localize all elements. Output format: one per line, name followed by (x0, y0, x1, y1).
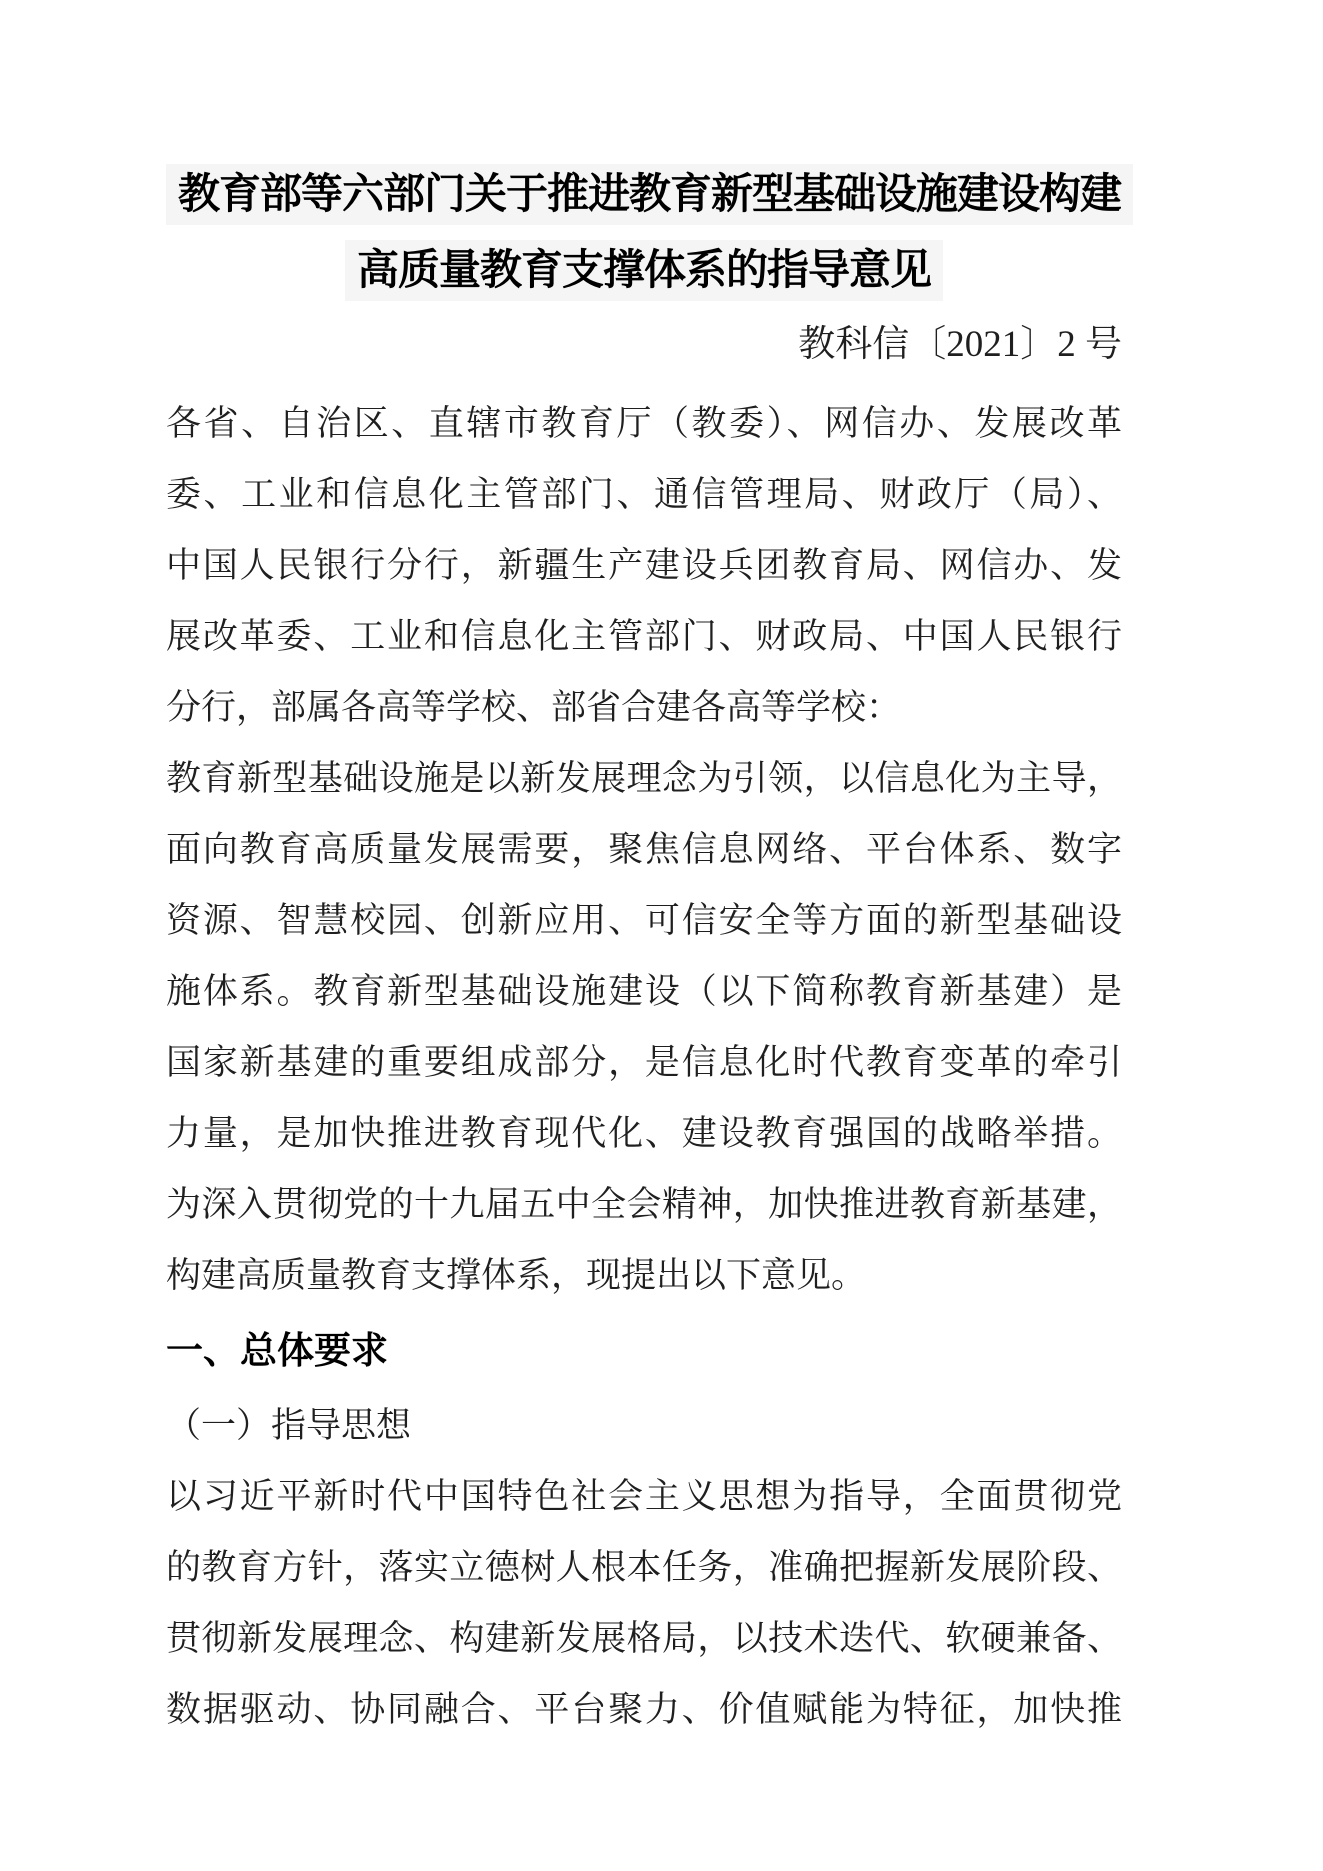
body-text-line: 构建高质量教育支撑体系，现提出以下意见。 (166, 1256, 867, 1295)
body-text-line: 国家新基建的重要组成部分，是信息化时代教育变革的牵引 (166, 1043, 1122, 1082)
body-text-line: 以习近平新时代中国特色社会主义思想为指导，全面贯彻党 (166, 1477, 1122, 1516)
body-text-line: 中国人民银行分行，新疆生产建设兵团教育局、网信办、发 (166, 546, 1122, 585)
document-title (166, 156, 1122, 308)
title-highlight: 教育部等六部门关于推进教育新型基础设施建设构建 (166, 164, 1133, 225)
body-text-line: 分行，部属各高等学校、部省合建各高等学校： (166, 688, 902, 727)
body-text-line: 力量，是加快推进教育现代化、建设教育强国的战略举措。 (166, 1114, 1122, 1153)
body-text-line: 施体系。教育新型基础设施建设（以下简称教育新基建）是 (166, 972, 1122, 1011)
body-text-line: 委、工业和信息化主管部门、通信管理局、财政厅（局）、 (166, 475, 1122, 514)
body-text-line: 数据驱动、协同融合、平台聚力、价值赋能为特征，加快推 (166, 1690, 1122, 1729)
body-text-line: 的教育方针，落实立德树人根本任务，准确把握新发展阶段、 (166, 1548, 1122, 1587)
body-text-line: 贯彻新发展理念、构建新发展格局，以技术迭代、软硬兼备、 (166, 1619, 1122, 1658)
body-text-line: 各省、自治区、直辖市教育厅（教委）、网信办、发展改革 (166, 404, 1122, 443)
title-highlight: 高质量教育支撑体系的指导意见 (345, 240, 943, 301)
subsection-heading-line: （一）指导思想 (166, 1406, 412, 1445)
section-heading-line: 一、总体要求 (166, 1330, 388, 1371)
document-title-line-2 (166, 232, 1122, 308)
body-text-line: 教育新型基础设施是以新发展理念为引领，以信息化为主导， (166, 759, 1122, 798)
document-body (166, 388, 1122, 1745)
body-text-line: 展改革委、工业和信息化主管部门、财政局、中国人民银行 (166, 617, 1122, 656)
body-text-line: 为深入贯彻党的十九届五中全会精神，加快推进教育新基建， (166, 1185, 1122, 1224)
body-text-line: 面向教育高质量发展需要，聚焦信息网络、平台体系、数字 (166, 830, 1122, 869)
document-title-line-1 (166, 156, 1122, 232)
body-text-line: 资源、智慧校园、创新应用、可信安全等方面的新型基础设 (166, 901, 1122, 940)
document-number: 教科信〔2021〕2 号 (798, 324, 1122, 365)
